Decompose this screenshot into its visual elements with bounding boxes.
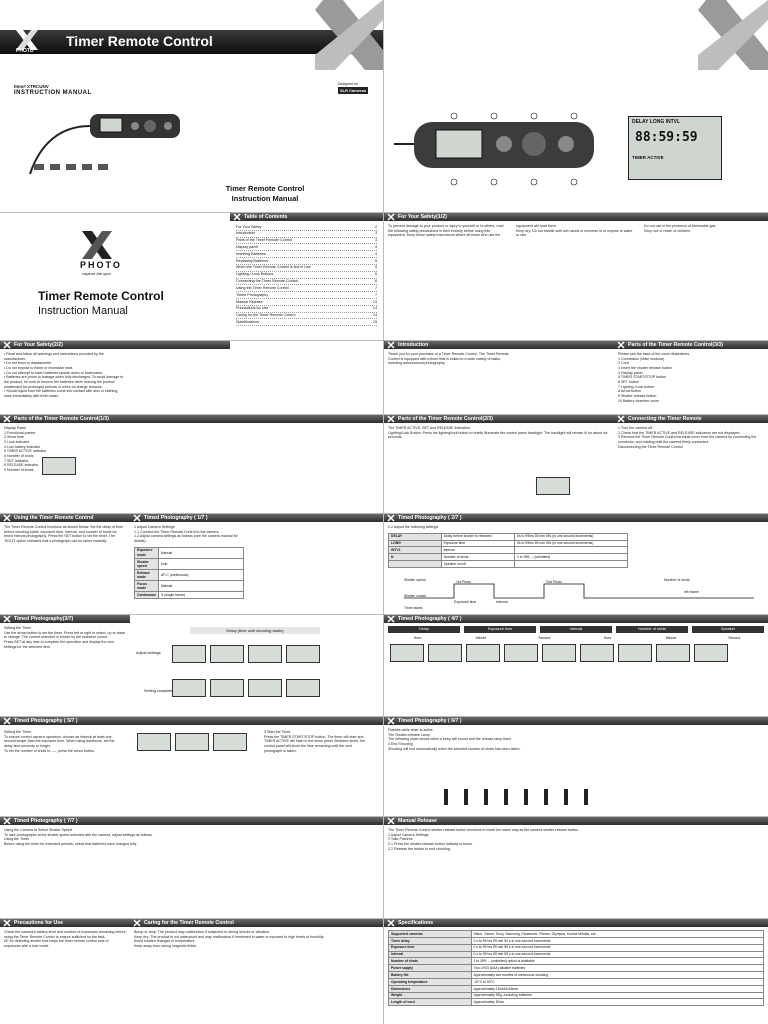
lcd-thumbnail — [656, 644, 690, 662]
lcd-bottom-label: TIMER ACTIVE — [632, 154, 664, 160]
timing-diagram-icon — [394, 576, 754, 612]
toc-entry — [236, 258, 377, 265]
lcd-thumbnail — [694, 644, 728, 662]
x-bullet-icon — [387, 213, 395, 221]
tp1-panel — [130, 514, 383, 614]
lcd-thumbnail — [137, 733, 171, 751]
toc-entry — [236, 251, 377, 258]
table-row — [389, 972, 764, 979]
lcd-thumbnail — [286, 679, 320, 697]
tp4-column-header: Number of shots — [616, 626, 688, 633]
table-row — [389, 965, 764, 972]
adjust-settings-label: Adjust settings — [136, 651, 161, 655]
table-row — [389, 561, 628, 568]
tp4-sub-header: Second — [728, 635, 741, 640]
toc-entry-page: 3 — [374, 238, 377, 243]
toc-entry-label: Introduction — [236, 231, 256, 236]
x-bullet-icon — [387, 615, 395, 623]
table-cell: Number of shots — [441, 554, 514, 561]
tp4-column-headers — [384, 623, 768, 636]
toc-entry-page: 3 — [374, 231, 377, 236]
precautions-panel — [0, 919, 130, 1024]
toc-entry-page: 4 — [374, 251, 377, 256]
caring-header: Caring for the Timer Remote Control — [130, 919, 383, 927]
remote-parts-diagram-icon — [394, 112, 629, 202]
cover-title: Timer Remote Control — [66, 33, 213, 49]
toc-list — [230, 221, 383, 329]
table-row — [389, 533, 628, 540]
parts1-panel — [0, 415, 383, 513]
manual-label: INSTRUCTION MANUAL — [14, 90, 92, 96]
table-cell: 0 s to 99 hrs 59 min 59 s in one-second increments — [471, 951, 764, 958]
table-cell — [515, 561, 628, 568]
tp5-panel — [0, 717, 383, 816]
parts3-panel — [614, 341, 768, 414]
toc-entry — [236, 306, 377, 313]
table-cell: Release mode — [135, 569, 159, 580]
toc-header: Table of Contents — [230, 213, 383, 221]
toc-entry-page: 7 — [374, 285, 377, 290]
lcd-thumbnail — [542, 644, 576, 662]
toc-entry-page: 2 — [374, 224, 377, 229]
table-row — [135, 569, 244, 580]
manual-release-panel — [384, 817, 768, 918]
parts1-text: Display Panel 1 Functional pointer 2 Show time 3 Lock indicator 4 Low battery indicator 5 TIMER ACTIVE indicator 6 Number of shots 7 SET indicator 8 RELEASE indicator 9 Number of shots — [4, 426, 47, 473]
delay-hint: Delay (time until shooting starts) — [190, 627, 320, 634]
table-cell: AF-C (continuous) — [158, 569, 243, 580]
toc-entry-page: 15 — [372, 319, 377, 324]
x-bullet-icon — [617, 341, 625, 349]
table-row — [389, 547, 628, 554]
toc-entry-label: Lighting / Lock Buttons — [236, 272, 274, 277]
toc-entry — [236, 238, 377, 245]
lcd-digits: 88:59:59 — [635, 130, 698, 146]
toc-entry — [236, 285, 377, 292]
toc-entry-page: 7 — [374, 292, 377, 297]
tp1-text: 1 Adjust Camera Settings 1.1 Connect the Timer Remote Control to the camera. 1.2 Adjust camera settings as follows (see the camera manual for details): — [134, 525, 238, 544]
intro-header: Introduction — [384, 341, 614, 349]
safety2-panel — [0, 341, 230, 414]
lcd-thumbnail — [536, 477, 570, 495]
toc-entry-label: Display panel — [236, 245, 259, 250]
designed-for-label: Designed for — [338, 82, 358, 86]
intro-panel — [384, 341, 614, 414]
table-cell: Approximately 154x40x18mm — [471, 985, 764, 992]
back-tagline: capture the spot — [82, 271, 111, 276]
toc-panel — [230, 213, 383, 340]
table-cell — [389, 561, 442, 568]
exposure-time-label: Exposure time — [454, 600, 477, 604]
tp7-panel — [0, 817, 383, 918]
table-cell: N — [389, 554, 442, 561]
cover-subtitle-2: Instruction Manual — [231, 194, 299, 203]
x-brand-mark-icon — [315, 0, 383, 70]
table-row — [135, 580, 244, 591]
tp4-sub-header: Minute — [665, 635, 677, 640]
toc-entry-label: Using the Timer Remote Control — [236, 285, 289, 290]
tp6-panel — [384, 717, 768, 816]
precautions-text: Check the camera's battery level and number of exposures remaining before using the Timer Remote Control to ensure sufficient for the task. AF for detecting shutter that helps the timer remote control sets of exposures with a lock mode. — [4, 930, 126, 949]
table-row — [389, 951, 764, 958]
table-cell: S (single frame) — [158, 592, 243, 599]
table-cell: Supported cameras — [389, 931, 472, 938]
toc-entry — [236, 279, 377, 286]
first-photo-label: 1st Photo — [456, 580, 471, 584]
lcd-thumbnail — [504, 644, 538, 662]
table-cell: Manual — [158, 547, 243, 558]
parts3-text: Please see the back of the cover illustrations. 1 Connection (Male modular) 2 Cord 3 Insert the shutter release button 4 Display panel 5 TIMER START/STOP button 6 SET button 7 Lighting /Lock button 8 Arrow button 9 Shutter release button 10 Battery chamber cover — [618, 352, 691, 403]
tp3-diagram — [130, 615, 384, 716]
x-bullet-icon — [133, 514, 141, 522]
table-row — [389, 985, 764, 992]
lcd-thumbnail — [213, 733, 247, 751]
x-bullet-icon — [3, 919, 11, 927]
toc-entry — [236, 319, 377, 326]
parts3-header: Parts of the Timer Remote Control(3/3) — [614, 341, 768, 349]
table-cell: Weight — [389, 992, 472, 999]
toc-entry — [236, 224, 377, 231]
table-cell: -20°C to 50°C — [471, 978, 764, 985]
x-photo-logo-icon — [80, 231, 114, 259]
lcd-thumbnail — [42, 457, 76, 475]
table-cell: Approximately two months of continuous shooting — [471, 972, 764, 979]
table-cell: 0s to 99hrs 59 min 59s (in one-second increments) — [515, 533, 628, 540]
safety1-text: To prevent damage to your product or injury to yourself or to others, read the following safety precautions in their entirety before using this equipment. Keep these safety instructions where all those who use the equipment will read them. Keep dry. Do not handle with wet hands or immerse in or expose to water or rain. Do not use in the presence of flammable gas. Keep out of reach of children. — [388, 224, 717, 238]
safety2-header: For Your Safety(2/2) — [0, 341, 230, 349]
table-cell: Approximately 80cm — [471, 999, 764, 1006]
back-cover — [0, 213, 230, 340]
toc-entry-page: 4 — [374, 245, 377, 250]
lcd-thumbnail — [466, 644, 500, 662]
table-cell: Focus mode — [135, 580, 159, 591]
table-cell: Battery life — [389, 972, 472, 979]
table-cell: DELAY — [389, 533, 442, 540]
lcd-display — [628, 116, 722, 180]
back-title-1: Timer Remote Control — [38, 289, 164, 303]
table-row — [389, 931, 764, 938]
number-of-shots-label: Number of shots — [664, 578, 690, 582]
table-cell: LONG — [389, 540, 442, 547]
table-cell: INTVL — [389, 547, 442, 554]
caring-text: Bump or drop: The product may malfunction if subjected to strong shocks or vibration. Keep dry: The product is not waterproof and may malfunction if immersed in water or exposed to high levels of humidity. Avoid sudden changes in temperature. Keep away from strong magnetic fields. — [134, 930, 325, 949]
cover-logo — [14, 30, 60, 56]
table-cell: Continuous — [135, 592, 159, 599]
table-row — [389, 958, 764, 965]
table-row — [389, 554, 628, 561]
tp4-sub-header: Second — [538, 635, 551, 640]
timer-starts-label: Timer starts — [404, 606, 423, 610]
tp4-column-header: Interval — [540, 626, 612, 633]
table-cell: Exposure time — [389, 944, 472, 951]
lcd-thumbnail — [175, 733, 209, 751]
table-cell: Speaker on/off — [441, 561, 514, 568]
second-photo-label: 2nd Photo — [546, 580, 562, 584]
tp2-text: 2.2 Adjust the following settings — [388, 525, 439, 529]
toc-entry-label: Caring for the Timer Remote Control — [236, 313, 296, 318]
tp7-text: Using the Camera to Select Shutter Speed To take photographs at the shutter speed selected with the camera, adjust settings as follows. Using the Timer Before using the timer for extended periods, check that batteries have charged fully. — [4, 828, 153, 847]
x-bullet-icon — [3, 341, 11, 349]
table-row — [389, 999, 764, 1006]
using-panel — [0, 514, 130, 614]
toc-entry-label: Timed Photography — [236, 292, 269, 297]
shutter-closes-label: Shutter closes — [404, 594, 427, 598]
toc-entry — [236, 272, 377, 279]
tp4-column-header: Speaker — [692, 626, 764, 633]
cover-brand: PHOTO — [16, 48, 34, 54]
tp3-panel — [0, 615, 130, 716]
table-cell: Number of shots — [389, 958, 472, 965]
lcd-sequence — [170, 643, 322, 666]
front-cover — [0, 0, 383, 212]
tp5-start-text: 3 Start the Timer Press the TIMER START/STOP button. The timer will start and TIMER ACTIVE will flash in the show panel. Between shots, the control panel will show the time remaining until the next photograph is taken. — [264, 730, 366, 753]
lcd-thumbnail — [210, 679, 244, 697]
specs-header: Specifications — [384, 919, 768, 927]
x-bullet-icon — [233, 213, 241, 221]
parts2-panel — [384, 415, 614, 513]
tp4-column-header: Exposure time — [464, 626, 536, 633]
x-bullet-icon — [3, 514, 11, 522]
tp2-header: Timed Photography ( 2/7 ) — [384, 514, 768, 522]
table-cell: Approximately 58g, excluding batteries — [471, 992, 764, 999]
table-cell: Manual — [158, 580, 243, 591]
table-cell: 1 to 399, -- (unlimited) — [515, 554, 628, 561]
tp7-header: Timed Photography ( 7/7 ) — [0, 817, 383, 825]
lcd-thumbnail — [172, 645, 206, 663]
x-photo-logo-icon — [14, 30, 40, 50]
specs-panel — [384, 919, 768, 1024]
using-text: The Timer Remote Control functions as shown below. Set the delay of time before shooting starts, exposure time, interval, and number of shots for timed interval photography. Press the SET button to set the timer. The 'HOLD' option indicates that a photograph can be taken instantly. — [4, 525, 123, 544]
toc-entry-label: Replacing Batteries — [236, 258, 268, 263]
lcd-sequence — [384, 640, 768, 667]
lcd-sequence — [170, 677, 322, 700]
toc-entry-page: 5 — [374, 265, 377, 270]
x-bullet-icon — [387, 415, 395, 423]
table-row — [389, 978, 764, 985]
x-bullet-icon — [3, 717, 11, 725]
x-bullet-icon — [3, 615, 11, 623]
back-brand: PHOTO — [80, 260, 122, 270]
interval-label: Interval — [496, 600, 508, 604]
table-cell: 0 s to 99 hrs 59 min 59 s in one-second increments — [471, 944, 764, 951]
tp2-settings-table — [388, 533, 628, 568]
table-cell: Timer delay — [389, 937, 472, 944]
intro-text: Thank you for your purchase of a Timer Remote Control. The Timer Remote Control is equipped with a timer that is suited to a wide variety of tasks, including astronomical photography. — [388, 352, 509, 366]
table-row — [389, 937, 764, 944]
table-cell: Length of cord — [389, 999, 472, 1006]
tp4-column-header: Delay — [388, 626, 460, 633]
table-cell: Nikon, Canon, Sony, Samsung, Panasonic, Pentax, Olympus, Konica Minolta, etc. — [471, 931, 764, 938]
lcd-thumbnail — [248, 679, 282, 697]
table-cell: Delay before shutter is released — [441, 533, 514, 540]
x-bullet-icon — [387, 717, 395, 725]
toc-entry-page: 14 — [372, 313, 377, 318]
table-cell: Two LR03 (AAA) alkaline batteries — [471, 965, 764, 972]
tp3-text: Setting the Timer Use the arrow button to set the timer. Press left or right to select, up or down to change. The current selection is shown by the selection cursor. Press SET at any time to complete the operation and display the new settings for the selected item. — [4, 626, 126, 649]
safety1-panel — [384, 213, 768, 340]
parts1-header: Parts of the Timer Remote Control(1/3) — [0, 415, 383, 423]
manual-release-text: The Timer Remote Control shutter-release button functions in much the same way as the camera shutter-release button. 1 Adjust Camera Settings 2 Take Pictures 2.1 Press the shutter-release button halfway to focus. 2.2 Release the button to end shooting. — [388, 828, 580, 851]
table-cell: 1 to 399; -- (unlimited) option is available — [471, 958, 764, 965]
lcd-sequence — [135, 731, 249, 754]
lcd-top-label: DELAY LONG INTVL — [632, 119, 681, 125]
x-brand-mark-icon — [698, 0, 768, 70]
manual-release-header: Manual Release — [384, 817, 768, 825]
table-cell: Power supply — [389, 965, 472, 972]
tp4-header: Timed Photography ( 4/7 ) — [384, 615, 768, 623]
toc-entry-label: Connecting the Timer Remote Control — [236, 279, 298, 284]
lcd-thumbnail — [248, 645, 282, 663]
connecting-panel — [614, 415, 768, 513]
tp2-panel — [384, 514, 768, 614]
toc-entry — [236, 313, 377, 320]
toc-entry — [236, 265, 377, 272]
toc-entry-label: Inserting Batteries — [236, 251, 266, 256]
table-cell: Exposure mode — [135, 547, 159, 558]
x-bullet-icon — [387, 919, 395, 927]
remote-illustration-icon — [20, 104, 190, 184]
back-cover-illustration — [384, 0, 768, 212]
tp5-header: Timed Photography ( 5/7 ) — [0, 717, 383, 725]
table-cell: Operating temperature — [389, 978, 472, 985]
setting-complete-label: Setting complete — [144, 689, 173, 693]
using-header: Using the Timer Remote Control — [0, 514, 130, 522]
lcd-thumbnail — [618, 644, 652, 662]
tp4-panel — [384, 615, 768, 716]
lcd-thumbnail — [390, 644, 424, 662]
toc-entry-label: For Your Safety — [236, 224, 262, 229]
table-cell: Interval — [389, 951, 472, 958]
toc-entry-label: Manual Release — [236, 299, 263, 304]
table-row — [135, 592, 244, 599]
table-row — [135, 547, 244, 558]
toc-entry-label: Specifications — [236, 319, 259, 324]
tp3-header: Timed Photography(3/7) — [0, 615, 130, 623]
connecting-text: 1 Turn the camera off. 2 Check that the TIMER ACTIVE and RELEASE indicators are not displayed. 3 Remove the Timer Remote Control terminal cover from the camera by connecting the connector, and rotating until the camera firmly connected. Disconnecting the Timer Remote Control — [618, 426, 757, 449]
table-row — [389, 540, 628, 547]
specs-table — [388, 930, 764, 1006]
cover-subtitle-1: Timer Remote Control — [225, 184, 305, 193]
tp6-text: Flashes while timer is active The Shutter-release Lamp The following chart shows when a beep will sound and the release lamp flash. 4 End Shooting Shooting will end automatically when the selected number of shots has been taken. — [388, 728, 521, 751]
table-cell: Interval — [441, 547, 514, 554]
lcd-thumbnail — [286, 645, 320, 663]
table-cell: 0s to 99hrs 59 min 59s (in one-second increments) — [515, 540, 628, 547]
toc-entry — [236, 292, 377, 299]
tp4-sub-header: Minute — [475, 635, 487, 640]
table-row — [389, 944, 764, 951]
table-row — [389, 992, 764, 999]
toc-entry-page: 5 — [374, 258, 377, 263]
lcd-thumbnail — [580, 644, 614, 662]
toc-entry — [236, 299, 377, 306]
precautions-header: Precautions for Use — [0, 919, 130, 927]
lcd-thumbnail — [172, 679, 206, 697]
shutter-opens-label: Shutter opens — [404, 578, 426, 582]
nth-frame-label: nth frame — [684, 590, 699, 594]
toc-entry-label: Precautions for Use — [236, 306, 269, 311]
table-cell: bulb — [158, 558, 243, 569]
x-bullet-icon — [3, 817, 11, 825]
item-label: Item# XTRCUNV — [14, 84, 49, 89]
toc-entry-page: 14 — [372, 306, 377, 311]
safety2-text: • Read and follow all warnings and instructions provided by the manufacturer. • Do not short or disassemble. • Do not expose to flame or excessive heat. • Do not attempt to insert batteries upside down or backwards. • Batteries are prone to leakage when fully discharged. To avoid damage to the product, be sure to remove the batteries when leaving the product unattended for prolonged periods or when no charge remains. • Should liquid from the batteries come into contact with skin or clothing, rinse immediately with fresh water. — [4, 352, 124, 399]
tp4-sub-header: Hour — [603, 635, 612, 640]
x-bullet-icon — [133, 919, 141, 927]
toc-entry-page: 6 — [374, 279, 377, 284]
x-bullet-icon — [617, 415, 625, 423]
toc-entry-page: 13 — [372, 299, 377, 304]
table-cell — [515, 547, 628, 554]
x-bullet-icon — [387, 341, 395, 349]
connecting-header: Connecting the Timer Remote — [614, 415, 768, 423]
tp4-sub-header: Hour — [413, 635, 422, 640]
toc-entry-label: Parts of the Timer Remote Control — [236, 238, 292, 243]
toc-entry — [236, 231, 377, 238]
tp1-settings-table — [134, 547, 244, 599]
table-cell: 0 s to 99 hrs 59 min 59 s in one-second increments — [471, 937, 764, 944]
table-cell: Dimensions — [389, 985, 472, 992]
parts2-text: The TIMER ACTIVE, SET and RELEASE indicators. Lighting/Lock Button: Press the lighting/lock button to briefly illuminate the control panel backlight. The backlight will remain lit for about six seconds. — [388, 426, 608, 440]
back-title-2: Instruction Manual — [38, 305, 128, 317]
x-bullet-icon — [387, 514, 395, 522]
safety1-header: For Your Safety(1/2) — [384, 213, 768, 221]
x-bullet-icon — [3, 415, 11, 423]
x-bullet-icon — [387, 817, 395, 825]
toc-entry — [236, 244, 377, 251]
tp6-header: Timed Photography ( 6/7 ) — [384, 717, 768, 725]
toc-entry-page: 6 — [374, 272, 377, 277]
lcd-thumbnail — [210, 645, 244, 663]
lcd-thumbnail — [428, 644, 462, 662]
tp1-header: Timed Photography ( 1/7 ) — [130, 514, 383, 522]
cameras-badge: SLR Cameras — [340, 88, 367, 93]
table-row — [135, 558, 244, 569]
table-cell: Exposure time — [441, 540, 514, 547]
parts2-header: Parts of the Timer Remote Control(2/3) — [384, 415, 614, 423]
tp5-text: Setting the Timer To ensure correct camera operation, choose an interval at least one second longer than the exposure time. When using autofocus, set the delay time seconds or longer. To set the number of shots to ----, press the arrow button. — [4, 730, 115, 753]
lamp-chart-icon — [444, 785, 624, 809]
toc-entry-label: When the Timer Remote Control is Not in Use — [236, 265, 311, 270]
table-cell: Shutter speed — [135, 558, 159, 569]
caring-panel — [130, 919, 383, 1024]
